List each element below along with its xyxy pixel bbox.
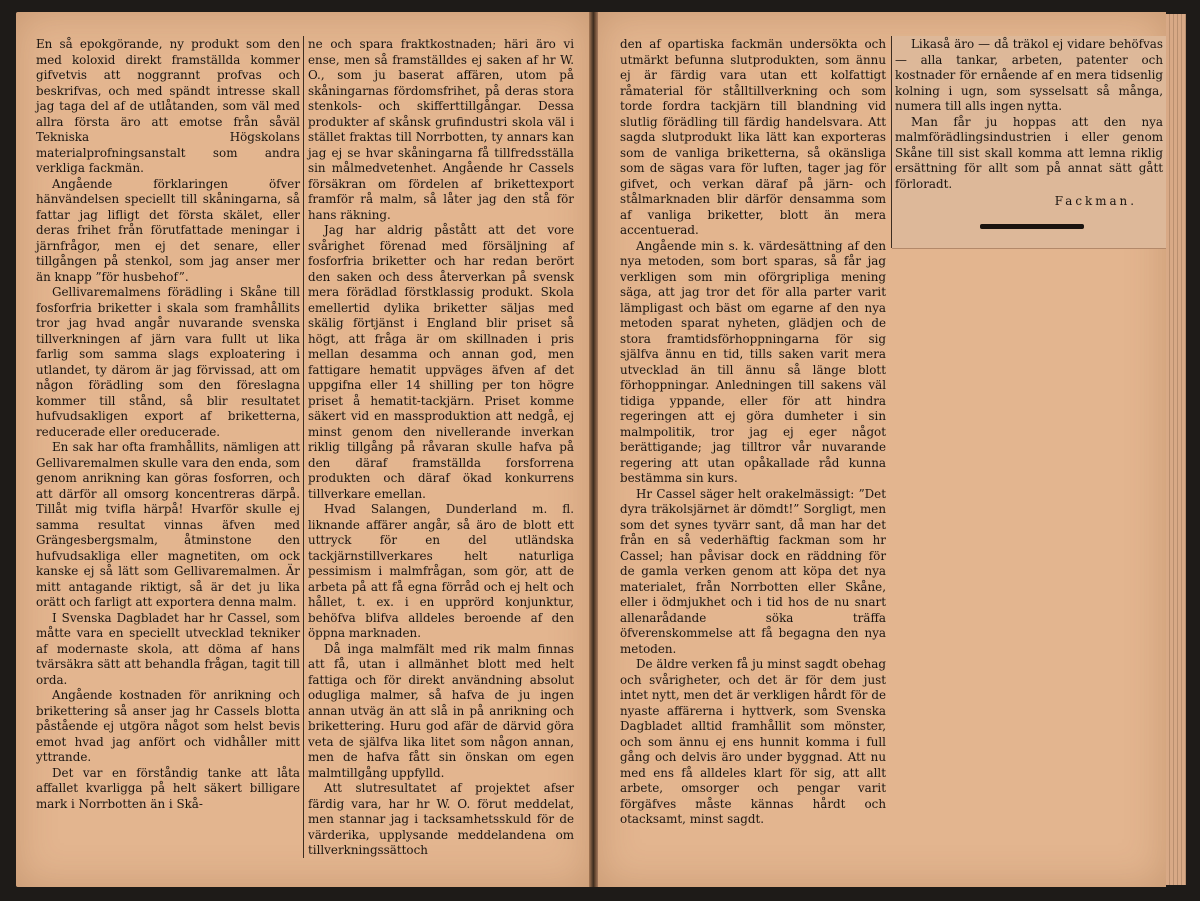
paragraph: Angående min s. k. värdesättning af den nya metoden, som bort sparas, så får jag verkligen som min oförgripliga mening säga, att jag tror det för alla parter varit lämpligast och bäst om egarne af den nya metoden sparat nyheten, glädjen och de stora framtidsförhoppningarna för sig själfva ännu en tid, tills saken varit mera utvecklad än till ännu så länge blott förhoppningar. Anledningen till sakens väl tidiga yppande, eller för att hindra regeringen att ej göra dumheter i sin malmpolitik, tror jag ej eger något berättigande; jag tilltror vår nuvarande regering att utan opåkallade råd kunna bestämma sin kurs. [620, 238, 886, 485]
column-3 [620, 37, 886, 828]
paragraph: Angående kostnaden för anrikning och brikettering så anser jag hr Cassels blotta påstående ej utgöra något som helst bevis emot hvad jag anfört och vidhåller mitt yttrande. [36, 688, 300, 764]
paragraph: ne och spara fraktkostnaden; häri äro vi ense, men så framställdes ej saken af hr W. O., som ju baserat affären, utom på skåningarnas fördomsfrihet, på deras stora stenkols- och skifferttillgångar. Dessa produkter af skånsk grufindustri skola väl i stället fraktas till Norrbotten, ty annars kan jag ej se hvar skåningarna få tillfredsställa sin målmedvetenhet. Angående hr Cassels försäkran om fördelen af brikettexport framför rå malm, så låter jag den stå för hans räkning. [308, 37, 574, 222]
column-2 [308, 37, 574, 859]
paragraph: Jag har aldrig påstått att det vore svårighet förenad med försäljning af fosforfria briketter och har redan berört den saken och dess återverkan på svensk mera förädlad förstklassig produkt. Skola emellertid dylika briketter säljas med skälig förtjänst i England blir priset så högt, att fråga är om skillnaden i pris mellan desamma och annan god, men fattigare hematit uppväges äfven af det uppgifna eller 14 shilling per ton högre priset å hematit-tackjärn. Priset komme säkert vid en massproduktion att nedgå, ej minst genom den nivellerande inverkan riklig tillgång på råvaran skulle hafva på den däraf framställda forsforrena produkten och däraf ökad konkurrens tillverkare emellan. [308, 223, 574, 501]
paragraph: Att slutresultatet af projektet afser färdig vara, har hr W. O. förut meddelat, men stannar jag i tacksamhetsskuld för de värderika, upplysande meddelandena om tillverkningssättoch [308, 781, 574, 857]
paragraph: I Svenska Dagbladet har hr Cassel, som måtte vara en speciellt utvecklad tekniker af modernaste skola, att döma af hans tvärsäkra sätt att behandla frågan, tagit till orda. [36, 610, 300, 687]
column-rule [891, 36, 892, 248]
paragraph: Gellivaremalmens förädling i Skåne till fosforfria briketter i skala som framhållits tror jag hvad angår nuvarande svenska tillverkningen af järn vara fullt ut lika farlig som samma slags exploatering i utlandet, ty därom är jag förvissad, att om någon förädling som den föreslagna kommer till stånd, så blir resultatet hufvudsakligen export af briketterna, reducerade eller oreducerade. [36, 285, 300, 439]
paragraph: Likaså äro — då träkol ej vidare behöfvas — alla tankar, arbeten, patenter och kostnader för ernående af en mera tidsenlig kolning i ugn, som sysselsatt så många, numera till alls ingen nytta. [895, 37, 1163, 113]
paragraph: En så epokgörande, ny produkt som den med koloxid direkt framställda kommer gifvetvis att noggrannt profvas och beskrifvas, och med spändt intresse skall jag taga del af de utlåtanden, som väl med allra första äro att emotse från såväl Tekniska Högskolans materialprofningsanstalt som andra verkliga fackmän. [36, 37, 300, 175]
paragraph: Man får ju hoppas att den nya malmförädlingsindustrien i eller genom Skåne till sist skall komma att lemna riklig ersättning för allt som på annat sätt gått förloradt. [895, 114, 1163, 191]
paragraph: De äldre verken få ju minst sagdt obehag och svårigheter, och det är för dem just intet nytt, men det är verkligen hårdt för de nyaste affärerna i hyttverk, som Svenska Dagbladet alltid framhållit som mönster, och som ännu ej ens hunnit komma i full gång och delvis äro under byggnad. Att nu med ens få alldeles klart för sig, att allt arbete, omsorger och pengar varit förgäfves måste kännas hårdt och otacksamt, minst sagdt. [620, 657, 886, 826]
column-rule [303, 36, 304, 858]
paragraph: Hvad Salangen, Dunderland m. fl. liknande affärer angår, så äro de blott ett uttryck för en del utländska tackjärnstillverkares helt naturliga pessimism i malmfrågan, som gör, att de arbeta på att få egna förråd och ej helt och hållet, t. ex. i en upprörd konjunktur, behöfva blifva alldeles beroende af den öppna marknaden. [308, 502, 574, 640]
column-4 [895, 37, 1163, 210]
page-edges [1166, 14, 1186, 885]
article-end-rule [980, 224, 1084, 229]
paragraph: Hr Cassel säger helt orakelmässigt: ”Det dyra träkolsjärnet är dömdt!” Sorgligt, men som det synes tyvärr sant, då man har det från en så vederhäftig fackman som hr Cassel; han påvisar dock en räddning för de gamla verken genom att köpa det nya materialet, från Norrbotten eller Skåne, eller i ödmjukhet och i tid hos de nu snart allenarådande söka träffa öfverenskommelse att få begagna den nya metoden. [620, 486, 886, 656]
paragraph: den af opartiska fackmän undersökta och utmärkt befunna slutprodukten, som ännu ej är färdig vara utan ett kolfattigt råmaterial för stålltillverkning och som torde fordra tackjärn till blandning vid slutlig förädling till färdig handelsvara. Att sagda slutprodukt lika lätt kan exporteras som de vanliga briketterna, så okänsliga som de sägas vara för luften, tager jag för gifvet, och verkan däraf på järn- och stålmarknaden blir därför densamma som af vanliga briketter, blott än mera accentuerad. [620, 37, 886, 237]
column-1 [36, 37, 300, 812]
paragraph: Då inga malmfält med rik malm finnas att få, utan i allmänhet blott med helt fattiga och för direkt användning absolut odugliga malmer, så hafva de ju ingen annan utväg än att slå in på anrikning och brikettering. Huru god afär de därvid göra veta de själfva lika litet som någon annan, men de hafva fått sin önskan om egen malmtillgång uppfylld. [308, 641, 574, 780]
paragraph: En sak har ofta framhållits, nämligen att Gellivaremalmen skulle vara den enda, som genom anrikning kan göras fosforren, och att därför all omsorg koncentreras därpå. Tillåt mig tvifla härpå! Hvarför skulle ej samma resultat vinnas äfven med Grängesbergsmalm, åtminstone den hufvudsakliga eller magnetiten, om ock kanske ej så lätt som Gellivaremalmen. Är mitt antagande riktigt, så är det ju lika orätt och farligt att exportera denna malm. [36, 440, 300, 609]
paragraph: Det var en förståndig tanke att låta affallet kvarligga på helt säkert billigare mark i Norrbotten än i Skå- [36, 765, 300, 811]
author-signature: Fackman. [1054, 194, 1137, 208]
paragraph: Angående förklaringen öfver hänvändelsen speciellt till skåningarna, så fattar jag lifligt det första skälet, eller deras frihet från förutfattade meningar i järnfrågor, men ej det senare, eller tillgången på stenkol, som jag anser mer än knapp ”för husbehof”. [36, 176, 300, 284]
